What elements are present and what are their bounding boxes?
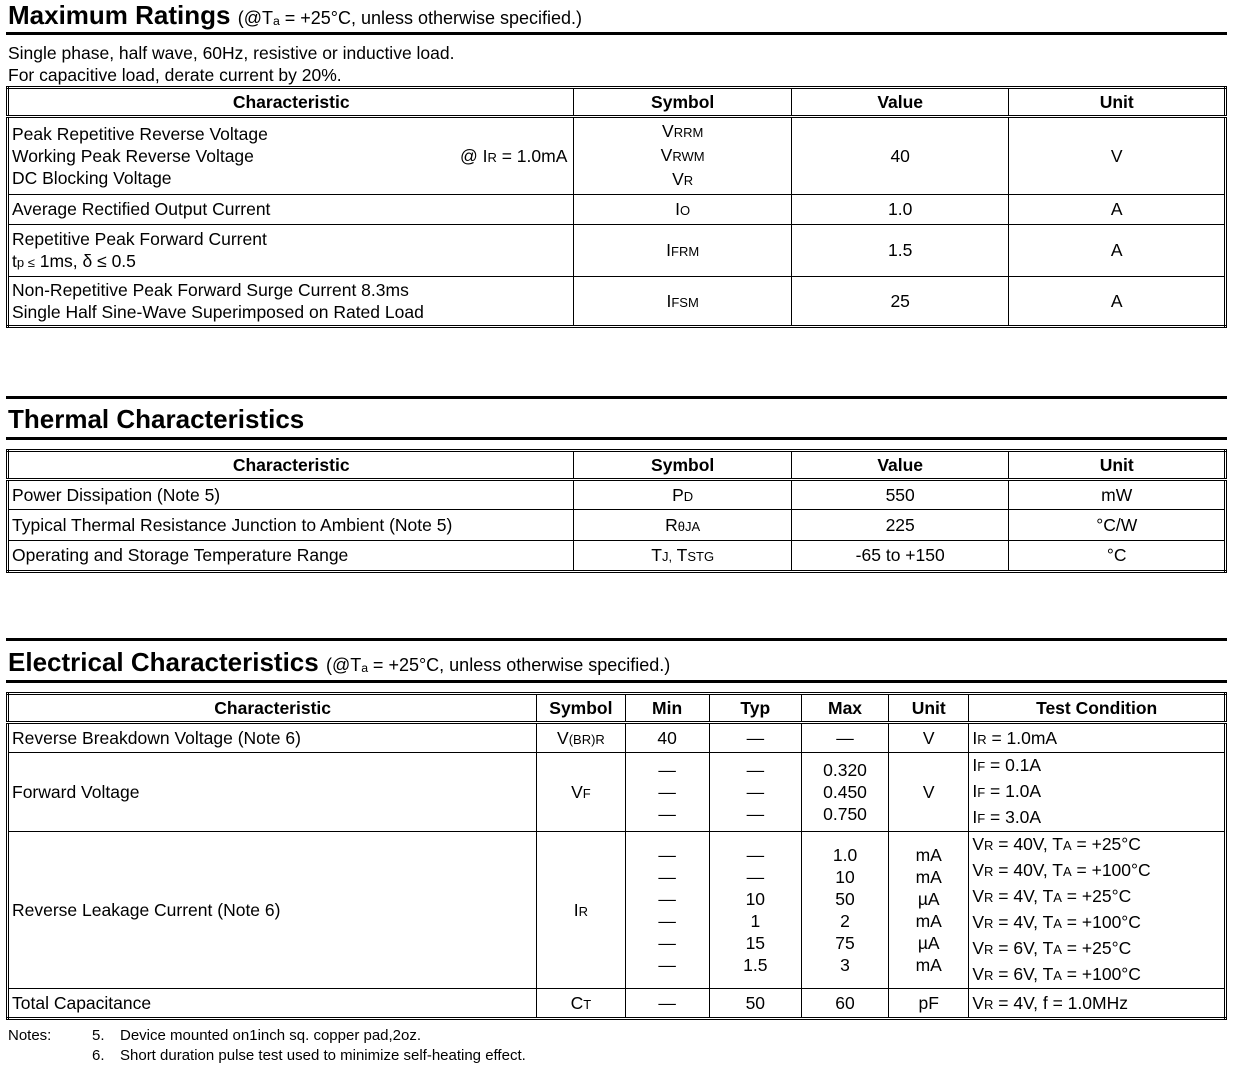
table-row (8, 480, 1226, 510)
unit-cell: °C (1009, 541, 1226, 572)
col-header: Test Condition (969, 694, 1226, 723)
notes-list (92, 1026, 526, 1065)
characteristic-cell (8, 117, 574, 195)
unit-cell: °C/W (1009, 510, 1226, 541)
unit-cell: V (1009, 117, 1226, 195)
min-cell: 40 (625, 723, 709, 753)
characteristic-cell: Reverse Breakdown Voltage (Note 6) (8, 723, 537, 753)
value-cell: 25 (791, 277, 1009, 327)
table-row (8, 753, 1226, 832)
col-header: Symbol (574, 451, 792, 480)
unit-cell: A (1009, 195, 1226, 225)
test-condition-line: VR = 4V, TA = +25°C (972, 886, 1132, 906)
value-cell: 1.5 (791, 225, 1009, 277)
characteristic-cell: Power Dissipation (Note 5) (8, 480, 574, 510)
col-header: Unit (889, 694, 969, 723)
characteristic-cell: Repetitive Peak Forward Current tp ≤ 1ms, δ ≤ 0.5 (8, 225, 574, 277)
unit-cell: A (1009, 277, 1226, 327)
table-row (8, 989, 1226, 1019)
char-line: Working Peak Reverse Voltage (12, 146, 254, 166)
symbol-cell: TJ, TSTG (574, 541, 792, 572)
table-row (8, 723, 1226, 753)
max-ratings-rule (6, 32, 1227, 35)
col-header: Symbol (574, 88, 792, 117)
characteristic-cell: Reverse Leakage Current (Note 6) (8, 832, 537, 989)
max-ratings-table (6, 86, 1227, 328)
typ-cell: — — 10 1 15 1.5 (709, 832, 801, 989)
table-row (8, 225, 1226, 277)
electrical-top-rule (6, 638, 1227, 641)
electrical-rule (6, 680, 1227, 683)
col-header: Value (791, 451, 1009, 480)
max-cell: 1.0 10 50 2 75 3 (801, 832, 888, 989)
symbol-cell: VF (537, 753, 625, 832)
col-header: Typ (709, 694, 801, 723)
symbol-cell: IFRM (574, 225, 792, 277)
symbol-cell: IO (574, 195, 792, 225)
electrical-heading: Electrical Characteristics (8, 647, 319, 677)
test-condition-line: VR = 4V, TA = +100°C (972, 912, 1141, 932)
max-cell: 60 (801, 989, 888, 1019)
symbol-cell: RθJA (574, 510, 792, 541)
characteristic-cell: Forward Voltage (8, 753, 537, 832)
symbol-cell: V(BR)R (537, 723, 625, 753)
test-condition-cell: VR = 4V, f = 1.0MHz (969, 989, 1226, 1019)
symbol-cell: VRRM VRWM VR (574, 117, 792, 195)
value-cell: 225 (791, 510, 1009, 541)
col-header: Symbol (537, 694, 625, 723)
test-condition-cell: IF = 0.1A IF = 1.0A IF = 3.0A (969, 753, 1226, 832)
electrical-title (8, 647, 670, 678)
table-row (8, 832, 1226, 989)
test-condition-line: VR = 6V, TA = +25°C (972, 938, 1132, 958)
col-header: Value (791, 88, 1009, 117)
test-condition-line: VR = 40V, TA = +100°C (972, 860, 1151, 880)
min-cell: — — — (625, 753, 709, 832)
max-ratings-note-2: For capacitive load, derate current by 20%. (8, 65, 342, 85)
table-row (8, 117, 1226, 195)
notes-label: Notes: (8, 1027, 52, 1044)
electrical-table (6, 692, 1227, 1020)
thermal-rule (6, 437, 1227, 440)
value-cell: 40 (791, 117, 1009, 195)
test-condition-cell: IR = 1.0mA (969, 723, 1226, 753)
table-row (8, 510, 1226, 541)
max-cell: 0.320 0.450 0.750 (801, 753, 888, 832)
note-item: 5. Device mounted on1inch sq. copper pad,2oz. (92, 1027, 422, 1044)
characteristic-cell: Average Rectified Output Current (8, 195, 574, 225)
max-ratings-title (8, 0, 582, 31)
test-condition-line: VR = 6V, TA = +100°C (972, 964, 1141, 984)
thermal-top-rule (6, 396, 1227, 399)
value-cell: 1.0 (791, 195, 1009, 225)
characteristic-cell: Typical Thermal Resistance Junction to Ambient (Note 5) (8, 510, 574, 541)
col-header: Unit (1009, 451, 1226, 480)
col-header: Characteristic (8, 694, 537, 723)
unit-cell: mW (1009, 480, 1226, 510)
table-row (8, 277, 1226, 327)
characteristic-cell: Operating and Storage Temperature Range (8, 541, 574, 572)
max-ratings-note-1: Single phase, half wave, 60Hz, resistive or inductive load. (8, 43, 455, 63)
col-header: Unit (1009, 88, 1226, 117)
test-condition-line: VR = 40V, TA = +25°C (972, 834, 1141, 854)
char-line: DC Blocking Voltage (12, 168, 172, 188)
value-cell: -65 to +150 (791, 541, 1009, 572)
unit-cell: V (889, 723, 969, 753)
min-cell: — — — — — — (625, 832, 709, 989)
characteristic-cell: Non-Repetitive Peak Forward Surge Current 8.3ms Single Half Sine-Wave Superimposed on Rated Load (8, 277, 574, 327)
symbol-cell: PD (574, 480, 792, 510)
typ-cell: 50 (709, 989, 801, 1019)
table-row (8, 541, 1226, 572)
symbol-cell: IFSM (574, 277, 792, 327)
max-cell: — (801, 723, 888, 753)
typ-cell: — (709, 723, 801, 753)
unit-cell: pF (889, 989, 969, 1019)
electrical-condition: (@Tₐ = +25°C, unless otherwise specified.) (325, 655, 671, 675)
test-condition-cell (969, 832, 1226, 989)
char-line: Peak Repetitive Reverse Voltage (12, 124, 268, 144)
col-header: Characteristic (8, 88, 574, 117)
typ-cell: — — — (709, 753, 801, 832)
table-row (8, 195, 1226, 225)
col-header: Max (801, 694, 888, 723)
test-cond: @ IR = 1.0mA (459, 146, 568, 166)
max-ratings-heading: Maximum Ratings (8, 0, 231, 30)
symbol-cell: IR (537, 832, 625, 989)
note-item: 6. Short duration pulse test used to minimize self-heating effect. (92, 1046, 526, 1064)
min-cell: — (625, 989, 709, 1019)
max-ratings-condition: (@Tₐ = +25°C, unless otherwise specified.) (237, 8, 583, 28)
thermal-title: Thermal Characteristics (8, 404, 305, 434)
thermal-table (6, 449, 1227, 573)
characteristic-cell: Total Capacitance (8, 989, 537, 1019)
symbol-cell: CT (537, 989, 625, 1019)
unit-cell: A (1009, 225, 1226, 277)
col-header: Min (625, 694, 709, 723)
unit-cell: mA mA µA mA µA mA (889, 832, 969, 989)
col-header: Characteristic (8, 451, 574, 480)
unit-cell: V (889, 753, 969, 832)
value-cell: 550 (791, 480, 1009, 510)
